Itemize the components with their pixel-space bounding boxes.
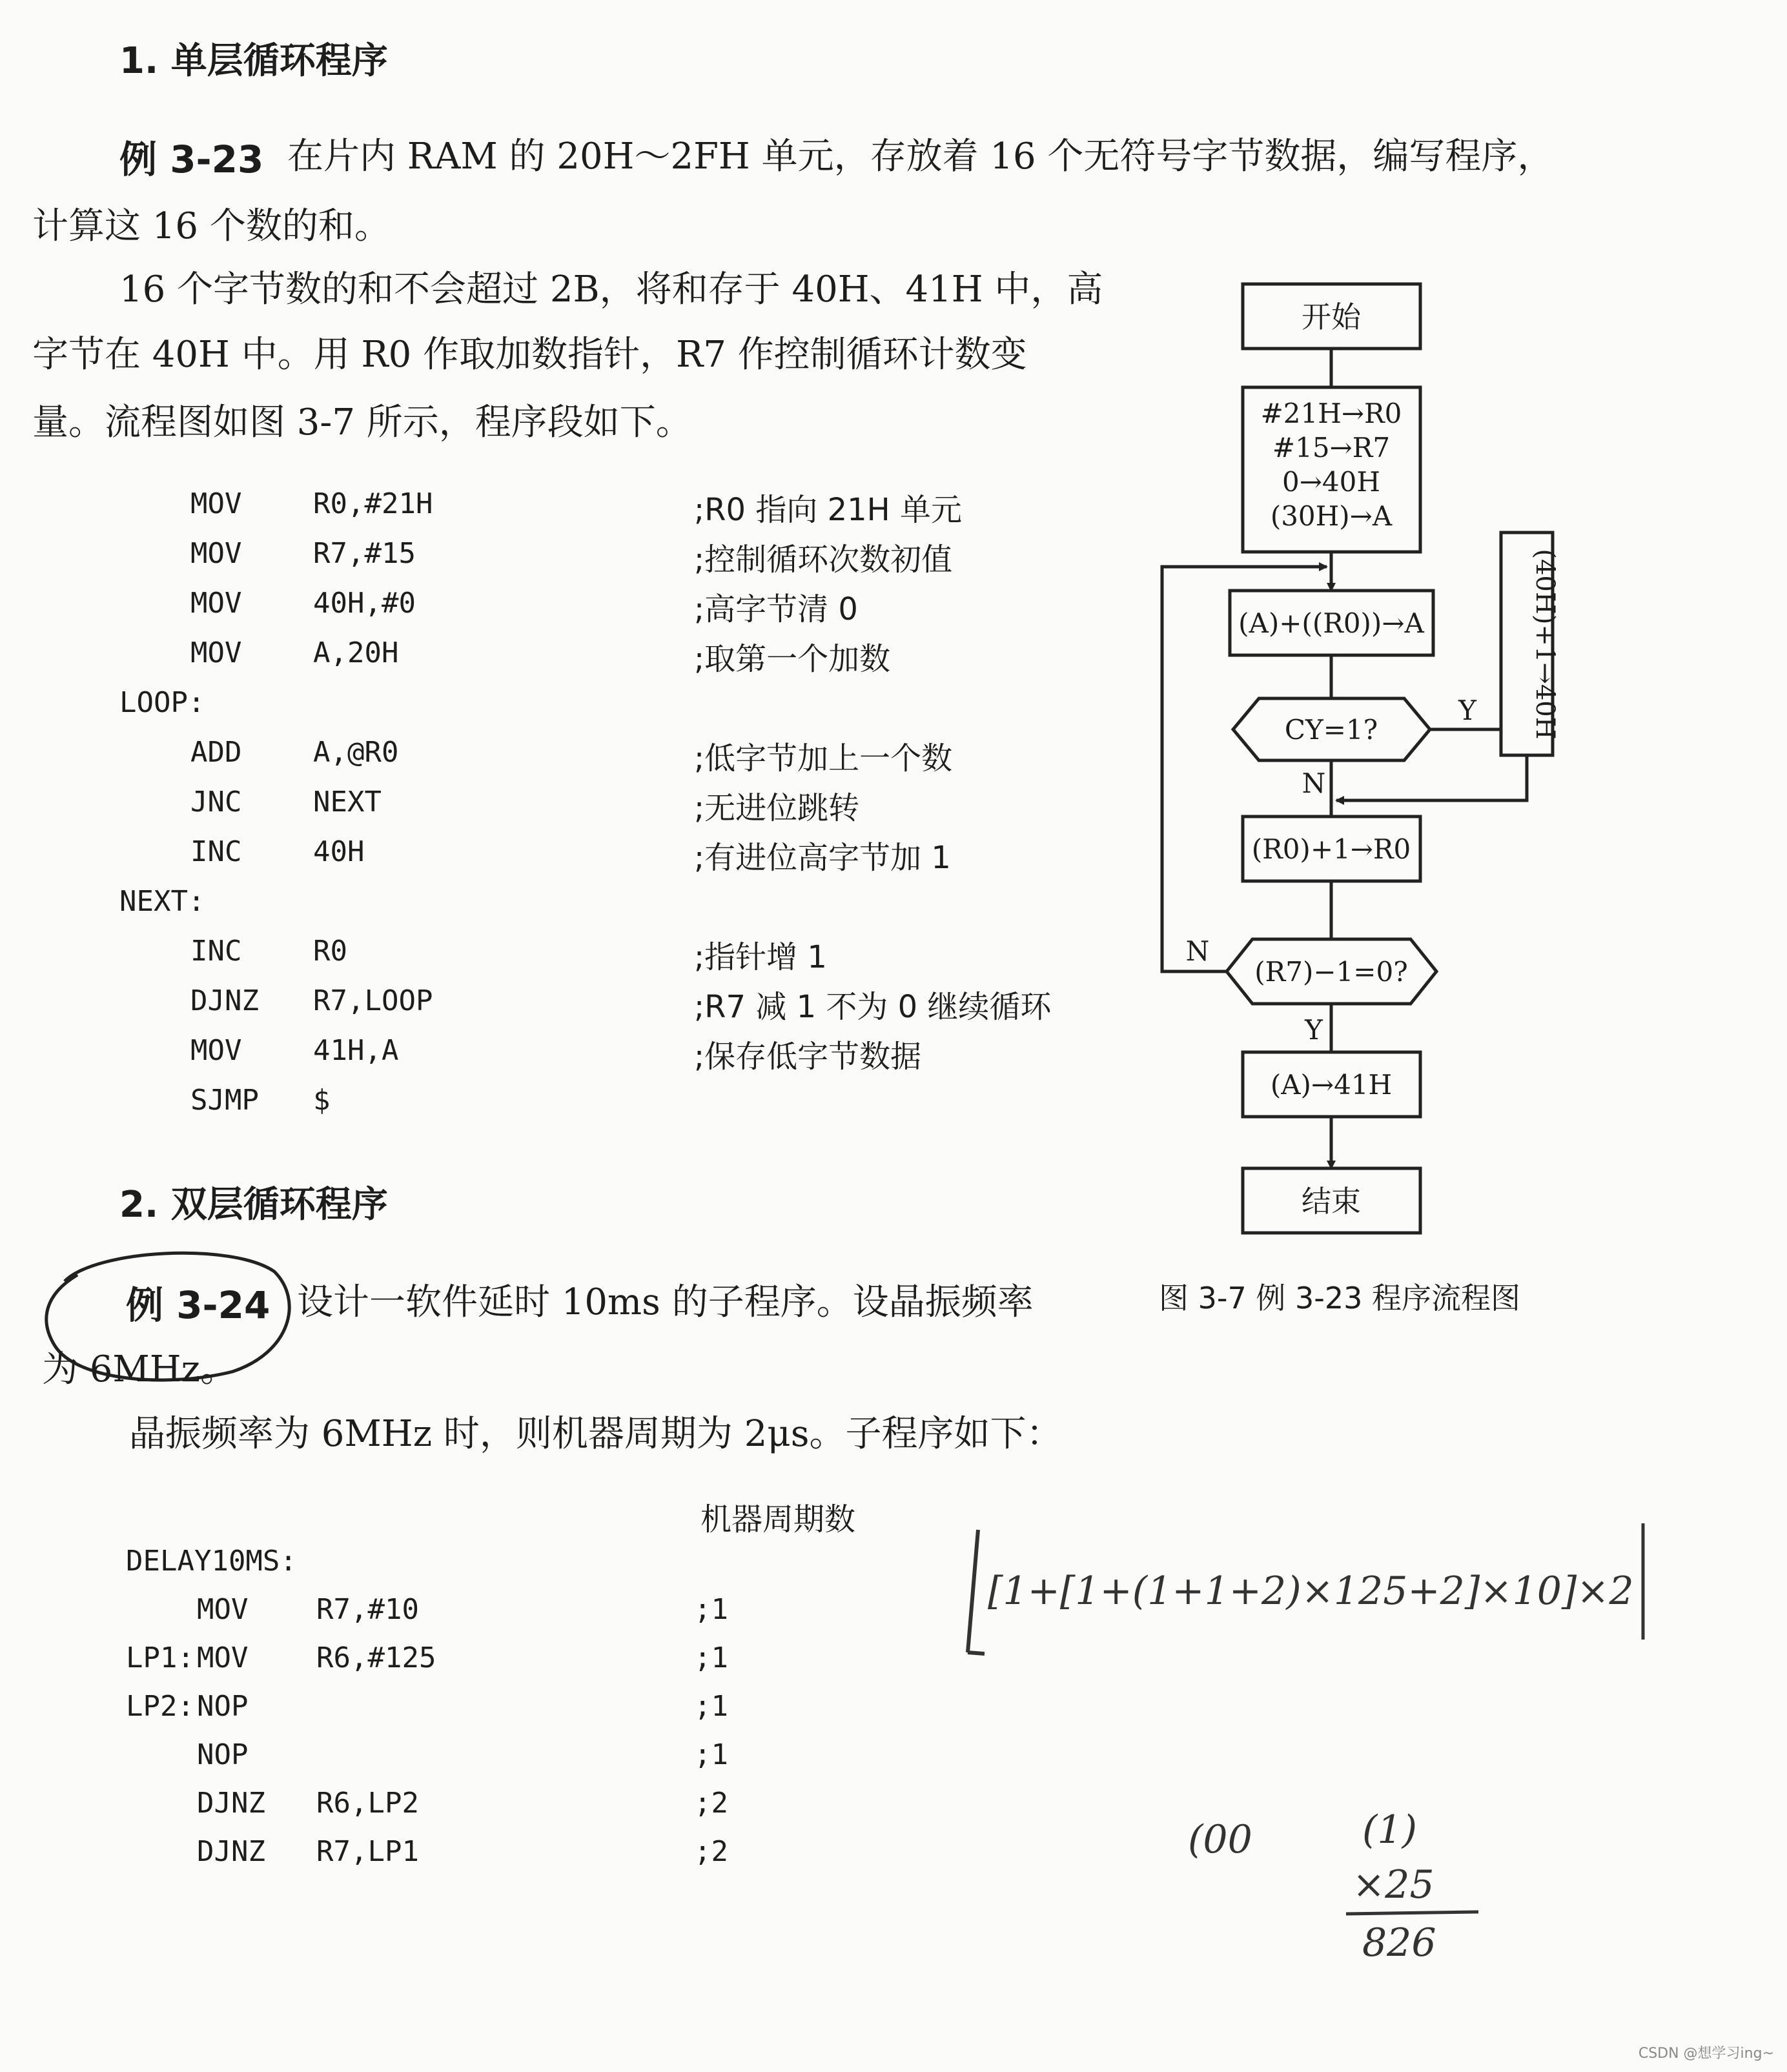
- flow-init-line: (30H)→A: [1270, 500, 1393, 532]
- code-comment: ;取第一个加数: [694, 641, 891, 677]
- code-operand: R6,#125: [316, 1641, 436, 1674]
- code-opcode: INC: [190, 835, 242, 868]
- code-label: LP2:: [126, 1690, 194, 1723]
- code-operand: R0: [313, 935, 347, 968]
- flow-add-text: (A)+((R0))→A: [1238, 607, 1424, 639]
- code-opcode: MOV: [197, 1593, 249, 1626]
- code-comment: ;保存低字节数据: [694, 1039, 922, 1075]
- code-opcode: MOV: [190, 537, 242, 570]
- flow-start-text: 开始: [1302, 300, 1361, 334]
- code-operand: 41H,A: [313, 1034, 399, 1067]
- code-opcode: JNC: [190, 786, 242, 818]
- flow-inc-r0-text: (R0)+1→R0: [1251, 833, 1411, 865]
- example-3-23-label: 例 3-23: [119, 137, 264, 181]
- code-cycles: ;2: [694, 1787, 728, 1820]
- paragraph-line: 计算这 16 个数的和。: [32, 205, 391, 247]
- code-comment: ;有进位高字节加 1: [694, 840, 951, 876]
- flow-store-text: (A)→41H: [1270, 1069, 1393, 1101]
- flow-cy-text: CY=1?: [1284, 714, 1378, 746]
- flow-init-line: 0→40H: [1282, 466, 1380, 498]
- code-cycles: ;1: [694, 1641, 728, 1674]
- code-operand: R0,#21H: [313, 487, 433, 520]
- code-comment: ;高字节清 0: [694, 591, 858, 627]
- code-opcode: MOV: [190, 636, 242, 669]
- flow-side-text: (40H)+1→40H: [1530, 549, 1560, 740]
- paragraph-line: 晶振频率为 6MHz 时，则机器周期为 2μs。子程序如下：: [129, 1413, 1063, 1455]
- flow-init-line: #21H→R0: [1260, 398, 1402, 429]
- code-operand: 40H,#0: [313, 587, 416, 620]
- code-opcode: MOV: [190, 487, 242, 520]
- flow-no-label: N: [1185, 935, 1210, 967]
- flow-init-line: #15→R7: [1272, 432, 1391, 463]
- flow-end-text: 结束: [1302, 1184, 1361, 1219]
- handwritten-note: (1): [1362, 1807, 1417, 1853]
- code-operand: NEXT: [313, 786, 382, 818]
- code-opcode: SJMP: [190, 1084, 259, 1117]
- section-1-heading: 1. 单层循环程序: [119, 40, 388, 82]
- paragraph-line: 在片内 RAM 的 20H～2FH 单元，存放着 16 个无符号字节数据，编写程序，: [287, 136, 1554, 178]
- code-cycles: ;1: [694, 1690, 728, 1723]
- paragraph-line: 字节在 40H 中。用 R0 作取加数指针，R7 作控制循环计数变: [32, 334, 1027, 376]
- code-operand: R7,#15: [313, 537, 416, 570]
- code-opcode: MOV: [190, 1034, 242, 1067]
- code-operand: R7,LP1: [316, 1835, 419, 1868]
- handwritten-note: ×25: [1353, 1862, 1435, 1907]
- code-operand: $: [313, 1084, 331, 1117]
- code-opcode: NOP: [197, 1738, 249, 1771]
- code-opcode: DJNZ: [197, 1835, 265, 1868]
- code-opcode: MOV: [190, 587, 242, 620]
- code-opcode: NOP: [197, 1690, 249, 1723]
- handwritten-note: 826: [1362, 1920, 1436, 1965]
- flow-no-label: N: [1302, 767, 1326, 799]
- handwritten-formula: [1+[1+(1+1+2)×125+2]×10]×2: [988, 1569, 1634, 1614]
- example-3-24-label: 例 3-24: [126, 1283, 271, 1327]
- code-label: NEXT:: [119, 885, 205, 918]
- code-operand: R7,#10: [316, 1593, 419, 1626]
- code-opcode: MOV: [197, 1641, 249, 1674]
- code-label: DELAY10MS:: [126, 1545, 297, 1578]
- code-cycles: ;1: [694, 1738, 728, 1771]
- code-comment: ;R0 指向 21H 单元: [694, 492, 963, 528]
- code-label: LP1:: [126, 1641, 194, 1674]
- code-comment: ;指针增 1: [694, 939, 827, 975]
- watermark: CSDN @想学习ing~: [1638, 2046, 1774, 2062]
- code-comment: ;R7 减 1 不为 0 继续循环: [694, 989, 1052, 1025]
- code-comment: ;低字节加上一个数: [694, 740, 953, 777]
- code-comment: ;控制循环次数初值: [694, 542, 953, 578]
- code-comment: ;无进位跳转: [694, 790, 860, 826]
- code-operand: R7,LOOP: [313, 984, 433, 1017]
- code-opcode: ADD: [190, 736, 242, 769]
- code-operand: 40H: [313, 835, 365, 868]
- flow-yes-label: Y: [1458, 695, 1476, 726]
- code-opcode: DJNZ: [190, 984, 259, 1017]
- code-operand: A,@R0: [313, 736, 399, 769]
- flowchart-3-7: [1149, 271, 1575, 1252]
- code-cycles: ;1: [694, 1593, 728, 1626]
- paragraph-line: 为 6MHz。: [42, 1348, 237, 1390]
- code-opcode: DJNZ: [197, 1787, 265, 1820]
- paragraph-line: 量。流程图如图 3-7 所示，程序段如下。: [32, 401, 692, 443]
- paragraph-line: 设计一软件延时 10ms 的子程序。设晶振频率: [297, 1281, 1034, 1323]
- handwritten-note: (00: [1188, 1817, 1252, 1862]
- code-operand: A,20H: [313, 636, 399, 669]
- flow-r7-text: (R7)−1=0?: [1254, 956, 1408, 988]
- code-cycles: ;2: [694, 1835, 728, 1868]
- figure-caption: 图 3-7 例 3-23 程序流程图: [1159, 1281, 1521, 1315]
- code-label: LOOP:: [119, 686, 205, 719]
- cycles-column-header: 机器周期数: [700, 1501, 856, 1538]
- section-2-heading: 2. 双层循环程序: [119, 1184, 388, 1226]
- flow-yes-label: Y: [1305, 1014, 1323, 1046]
- code-operand: R6,LP2: [316, 1787, 419, 1820]
- paragraph-line: 16 个字节数的和不会超过 2B，将和存于 40H、41H 中，高: [119, 269, 1103, 310]
- code-opcode: INC: [190, 935, 242, 968]
